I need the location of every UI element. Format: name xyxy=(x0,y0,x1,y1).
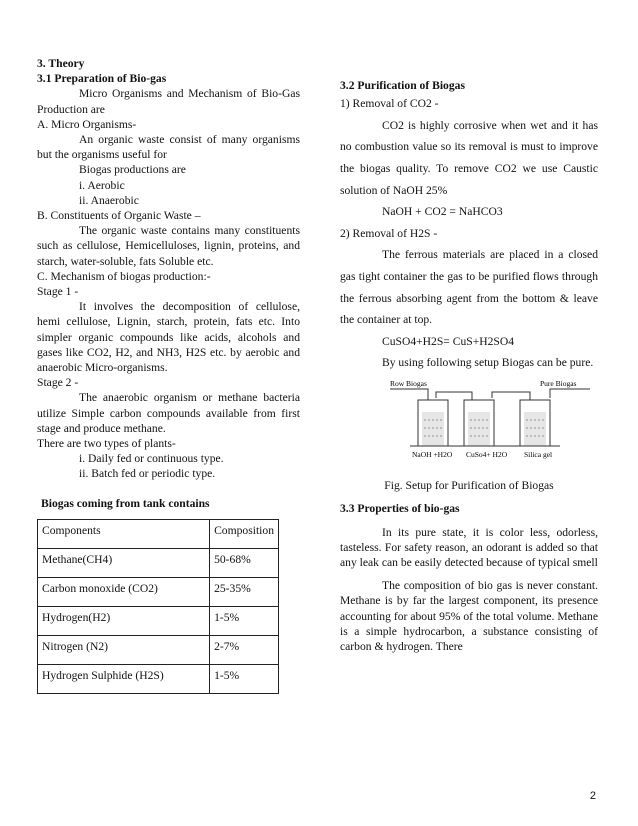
silica-fill xyxy=(524,412,546,446)
stage2-text: The anaerobic organism or methane bacteria utilize Simple carbon compounds available from first stage and produce methane. xyxy=(37,391,300,435)
theory-heading: 3. Theory xyxy=(37,57,85,70)
biogas-productions: Biogas productions are xyxy=(79,163,186,177)
micro-intro: Micro Organisms and Mechanism of Bio-Gas Production are xyxy=(37,87,300,116)
table-heading: Biogas coming from tank contains xyxy=(41,496,210,510)
figure-caption: Fig. Setup for Purification of Biogas xyxy=(384,479,554,493)
table-cell: 1-5% xyxy=(210,664,279,693)
plant-type-daily: i. Daily fed or continuous type. xyxy=(79,452,224,466)
section-3-3-heading: 3.3 Properties of bio-gas xyxy=(340,502,460,516)
plant-types: There are two types of plants- xyxy=(37,437,176,451)
table-cell: Nitrogen (N2) xyxy=(38,635,210,664)
table-row xyxy=(38,606,279,635)
stage1-text: It involves the decomposition of cellulose, hemi cellulose, Lignin, starch, protein, fats etc. Into simpler organic compounds like acids, alcohols and gases like CO2, H2, and NH3, H2S etc. by aerobic and anaerobic Micro-organisms. xyxy=(37,300,300,375)
table-header-cell: Composition xyxy=(210,519,279,548)
purification-diagram xyxy=(340,376,598,460)
properties-text-2: The composition of bio gas is never constant. Methane is by far the largest component, its presence accounting for about 95% of the total volume. Methane is a simple hydrocarbon, a substance consisting of carbon & hydrogen. There xyxy=(340,579,598,653)
label-naoh: NaOH +H2O xyxy=(412,449,453,459)
equation-2: CuSO4+H2S= CuS+H2SO4 xyxy=(382,334,515,348)
properties-text-1: In its pure state, it is color less, odorless, tasteless. For safety reason, an odorant is added so that any leak can be easily detected because of typical smell xyxy=(340,525,598,569)
stage1-label: Stage 1 - xyxy=(37,285,79,299)
a-text: An organic waste consist of many organisms but the organisms useful for xyxy=(37,133,300,162)
anaerobic: ii. Anaerobic xyxy=(79,193,139,207)
table-row xyxy=(38,635,279,664)
liquid-naoh xyxy=(422,412,444,446)
table-row xyxy=(38,577,279,606)
table-cell: Carbon monoxide (CO2) xyxy=(38,577,210,606)
right-column xyxy=(340,78,598,654)
stage2-label: Stage 2 - xyxy=(37,376,79,390)
composition-table xyxy=(37,519,279,694)
removal-h2s-label: 2) Removal of H2S - xyxy=(340,226,438,240)
setup-text: By using following setup Biogas can be pure. xyxy=(382,356,594,370)
table-cell: Hydrogen Sulphide (H2S) xyxy=(38,664,210,693)
section-3-2-heading: 3.2 Purification of Biogas xyxy=(340,79,465,92)
page-number: 2 xyxy=(589,790,596,802)
h2s-text: The ferrous materials are placed in a closed gas tight container the gas to be purified flows through the ferrous absorbing agent from the bottom & leave the container at top. xyxy=(340,248,598,327)
table-cell: 25-35% xyxy=(210,577,279,606)
label-row-biogas: Row Biogas xyxy=(390,378,427,388)
b-heading: B. Constituents of Organic Waste – xyxy=(37,209,201,223)
table-row xyxy=(38,664,279,693)
table-header-cell: Components xyxy=(38,519,210,548)
purification-setup-figure xyxy=(340,376,598,464)
table-cell: 50-68% xyxy=(210,548,279,577)
liquid-cuso4 xyxy=(468,412,490,446)
table-cell: Methane(CH4) xyxy=(38,548,210,577)
table-row xyxy=(38,548,279,577)
plant-type-batch: ii. Batch fed or periodic type. xyxy=(79,467,216,481)
a-heading: A. Micro Organisms- xyxy=(37,117,137,131)
equation-1: NaOH + CO2 = NaHCO3 xyxy=(382,205,503,219)
left-column xyxy=(37,56,300,694)
table-cell: 1-5% xyxy=(210,606,279,635)
outlet-pipe xyxy=(550,389,590,398)
b-text: The organic waste contains many constituents such as cellulose, Hemicelluloses, lignin, proteins, and starch, water-soluble, fats Soluble etc. xyxy=(37,224,300,268)
aerobic: i. Aerobic xyxy=(79,178,125,192)
table-cell: Hydrogen(H2) xyxy=(38,606,210,635)
label-silica: Silica gel xyxy=(524,449,553,459)
c-heading: C. Mechanism of biogas production:- xyxy=(37,269,211,283)
label-pure-biogas: Pure Biogas xyxy=(540,378,577,388)
table-header-row xyxy=(38,519,279,548)
removal-co2-label: 1) Removal of CO2 - xyxy=(340,97,439,111)
co2-text: CO2 is highly corrosive when wet and it has no combustion value so its removal is must to improve the biogas quality. To remove CO2 we use Caustic solution of NaOH 25% xyxy=(340,118,598,197)
section-3-1-heading: 3.1 Preparation of Bio-gas xyxy=(37,72,167,86)
label-cuso4: CuSo4+ H2O xyxy=(466,449,508,459)
table-cell: 2-7% xyxy=(210,635,279,664)
